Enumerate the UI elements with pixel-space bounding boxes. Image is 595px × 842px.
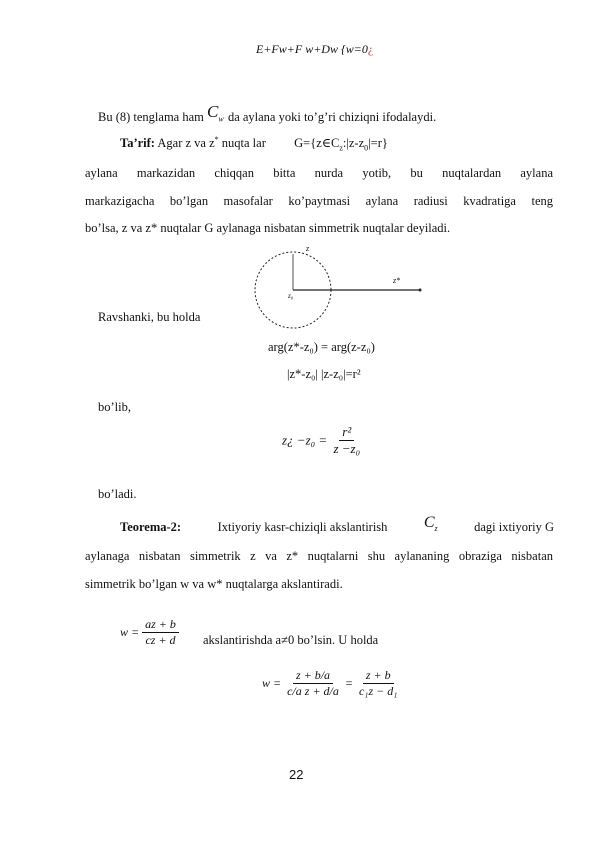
- intro-line: Bu (8) tenglama ham $C_w$ da aylana yoki to’g’ri chiziqni ifodalaydi.: [98, 102, 437, 124]
- ray-end-point: [419, 289, 422, 292]
- label-zstar: z*: [393, 276, 401, 285]
- circle-diagram: [250, 244, 430, 330]
- ravshanki-line: Ravshanki, bu holda: [98, 310, 201, 324]
- label-z: z: [306, 244, 310, 253]
- normalized-formula: w = $\frac{z + b/a}{\text{c/a z + d/a}}$ = $\frac{z + b}{\text{c₁z − d₁}}$: [262, 668, 398, 698]
- theorem-paragraph: aylanaga nisbatan simmetrik z va z* nuqtalarni shu aylananing obraziga nisbatan simmetrik bo’lgan w va w* nuqtalarga akslantiradi.: [85, 549, 553, 591]
- top-formula: E+Fw+F w+Dw {w=0¿: [256, 42, 374, 56]
- page-number: 22: [289, 767, 304, 782]
- modulus-equation: |z*-z₀| |z-z₀|=r²: [287, 367, 361, 381]
- symmetric-formula: z¿ −z₀ = $\frac{\text{r²}}{\text{z −z₀}}$: [282, 424, 361, 456]
- arg-equation: arg(z*-z₀) = arg(z-z₀): [268, 340, 375, 354]
- c-z-symbol: $C_z$: [423, 514, 438, 534]
- boladi-text: bo’ladi.: [98, 487, 137, 501]
- definition-line: Ta’rif: Agar z va z* nuqta lar $G=\{z\in C_z:|z-z_0|=r\}$: [120, 135, 388, 153]
- mobius-text: akslantirishda a≠0 bo’lsin. U holda: [203, 633, 379, 647]
- theorem-line-1: Teorema-2: Ixtiyoriy kasr-chiziqli akslantirish $C_z$ dagi ixtiyoriy G: [120, 514, 554, 535]
- mobius-formula: w = $\frac{az + b}{cz + d}$: [120, 617, 179, 648]
- circle-figure: [250, 244, 430, 330]
- definition-paragraph: aylana markazidan chiqqan bitta nurda yotib, bu nuqtalardan aylana markazigacha bo’lgan masofalar ko’paytmasi aylana radiusi kvadratiga teng bo’lsa, z va z* nuqtalar G aylanaga nisbatan simmetrik nuqtalar deyiladi.: [85, 166, 553, 235]
- label-z0: z₀: [288, 292, 294, 300]
- bolib-text: bo’lib,: [98, 400, 131, 414]
- c-w-symbol: $C_w$: [207, 102, 224, 124]
